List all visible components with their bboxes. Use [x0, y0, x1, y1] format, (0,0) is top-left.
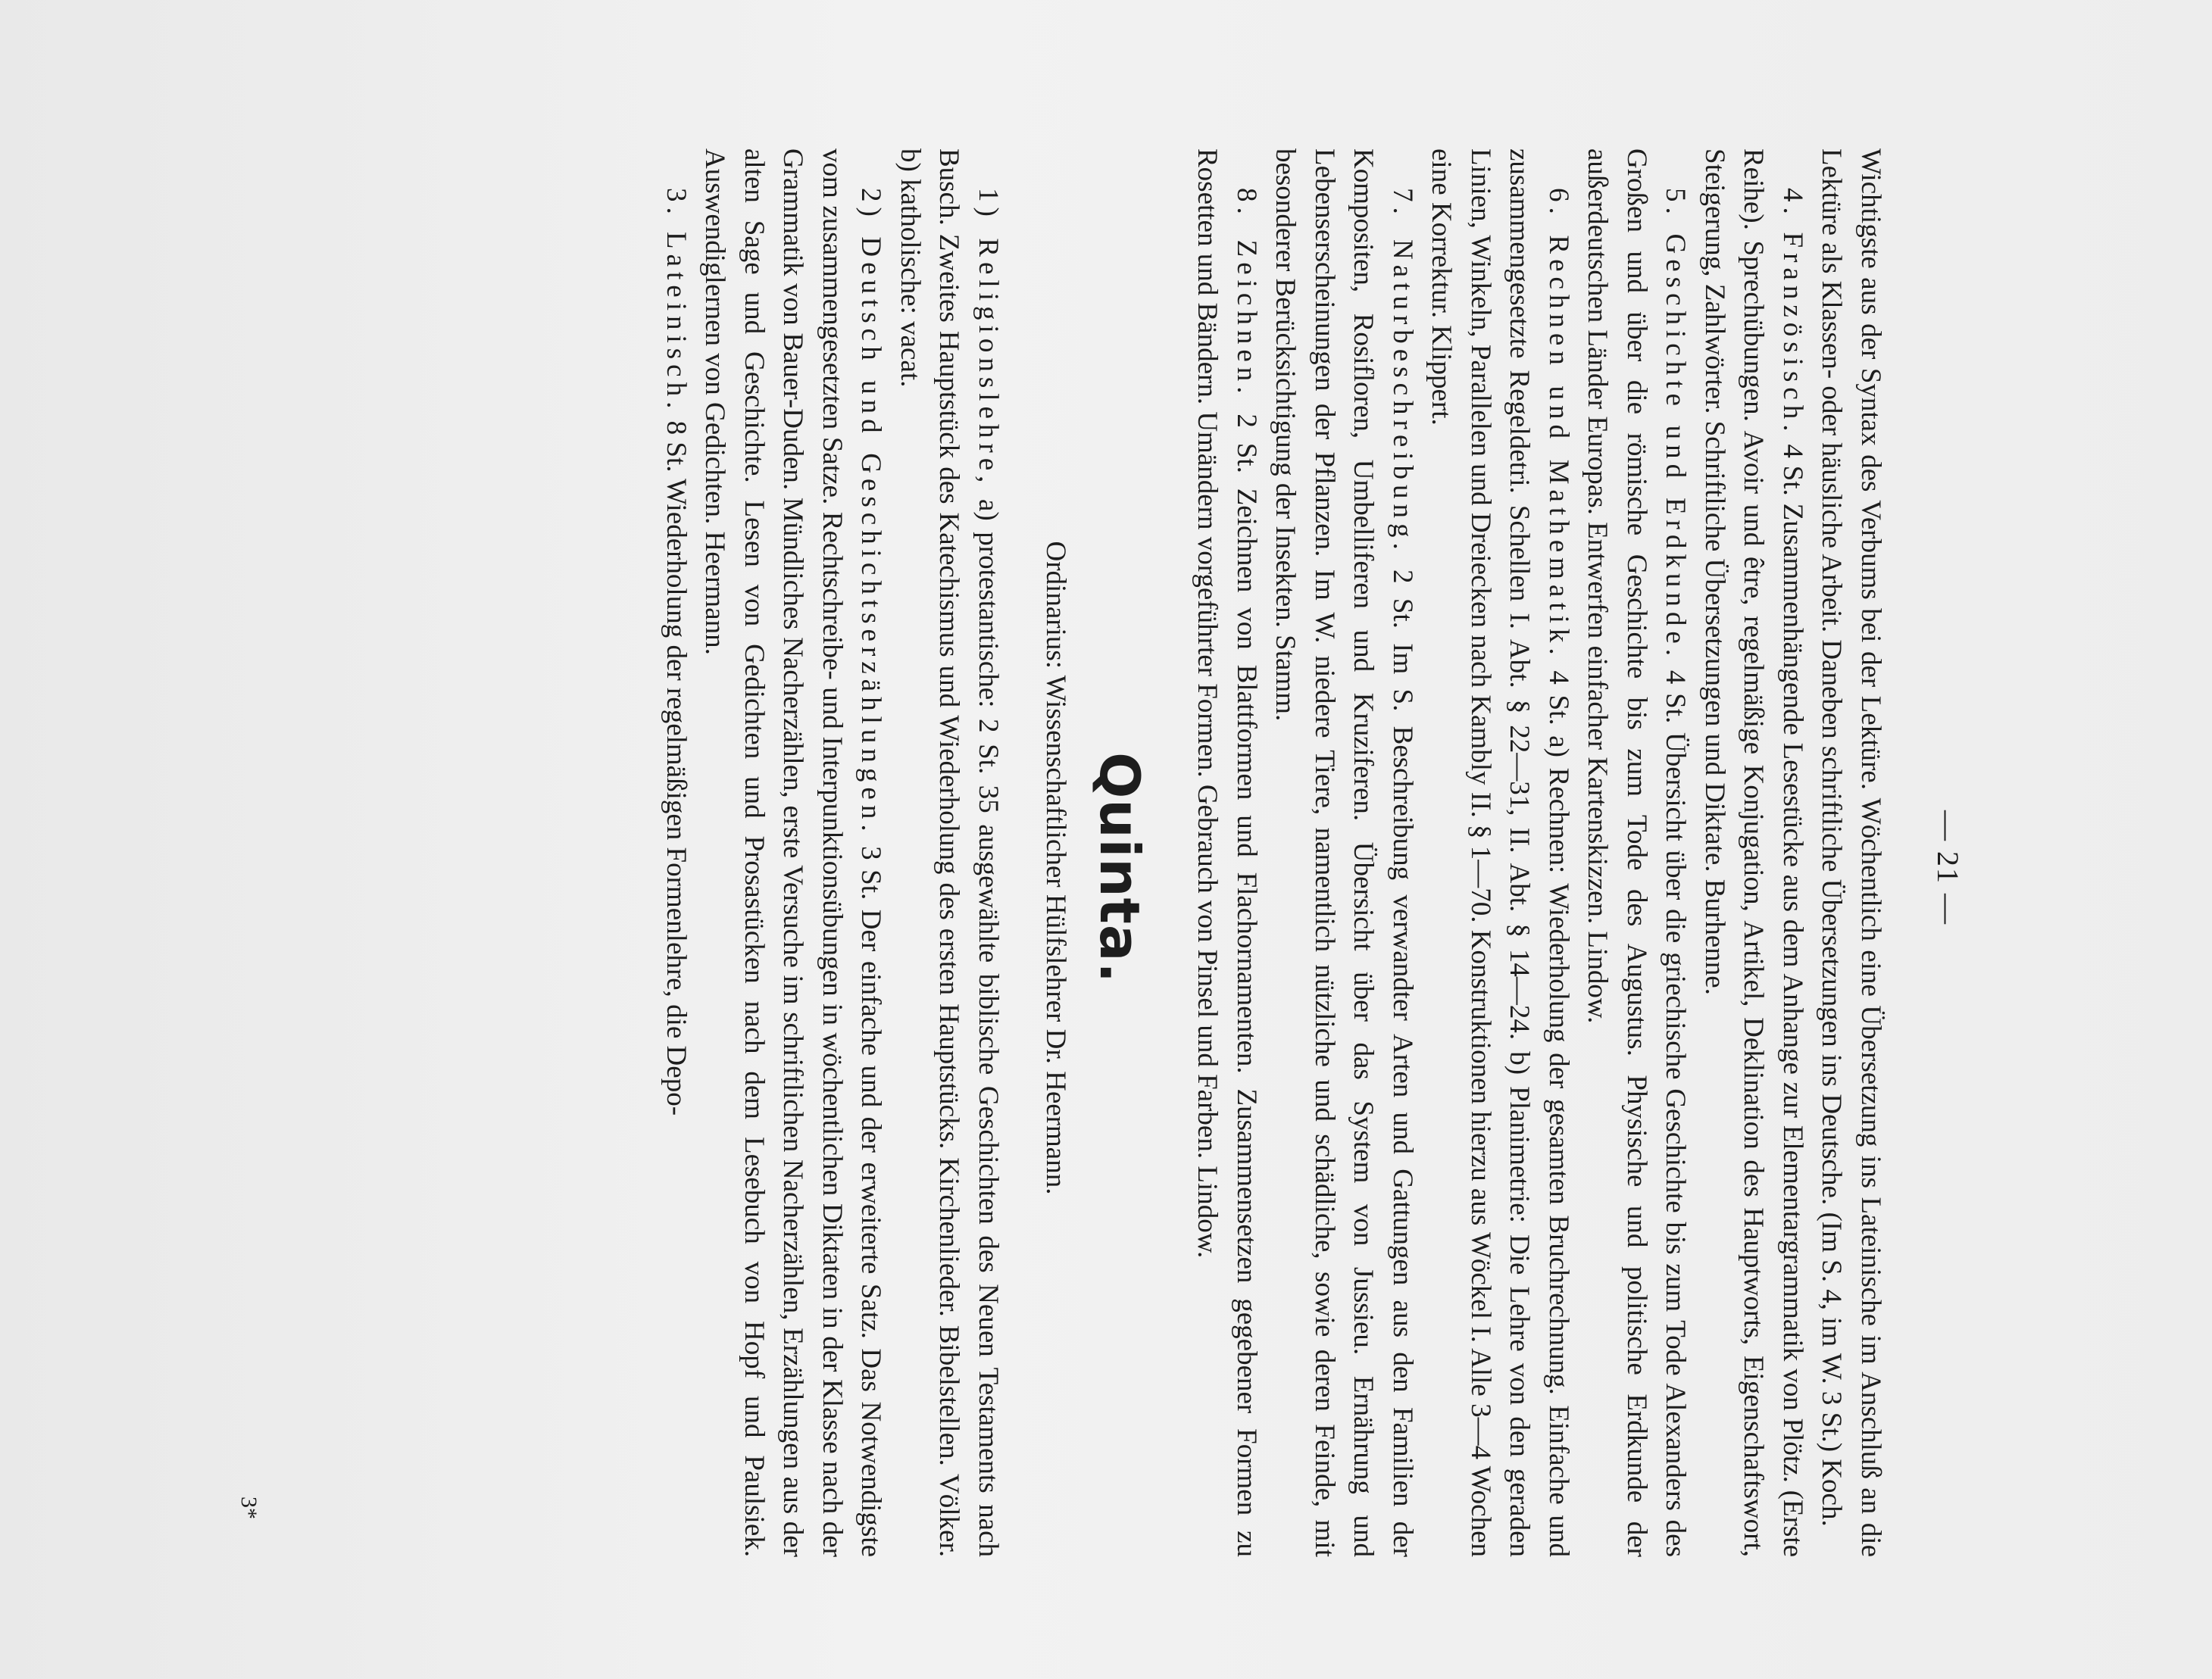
- paragraph-rechnen: 6. Rechnen und Mathematik. 4 St. a) Rechnen: Wiederholung der gesamten Bruchrechnung. Einfache und zusammengesetzte Regeldetri. Schellen I. Abt. § 22—31, II. Abt. § 14—24. b) Planimetrie: Die Lehre von den geraden Linien, Winkeln, Parallelen und Dreiecken nach Kambly II. § 1—70. Konstruktionen hierzu aus Wöckel I. Alle 3—4 Wochen eine Korrektur. Klippert.: [1426, 148, 1574, 1557]
- top-text-block: [1188, 148, 1890, 1557]
- subject-heading: 7. Naturbeschreibung.: [1387, 188, 1418, 555]
- paragraph-latin-continued: Wichtigste aus der Syntax des Verbums bei der Lektüre. Wöchentlich eine Übersetzung ins Lateinische im Anschluß an die Lektüre als Klassen- oder häusliche Arbeit. Daneben schriftliche Übersetzungen ins Deutsche. (Im S. 4, im W. 3 St.) Koch.: [1816, 148, 1886, 1557]
- subject-heading: 4. Französisch.: [1777, 188, 1808, 437]
- section-title: Quinta.: [1088, 752, 1151, 984]
- paragraph-deutsch: 2) Deutsch und Geschichtserzählungen. 3 St. Der einfache und der erweiterte Satz. Das Notwendigste vom zusammengesetzten Satze. Rechtschreibe- und Interpunktionsübungen in wöchentlichen Diktaten in der Klasse nach der Grammatik von Bauer-Duden. Mündliches Nacherzählen, erste Versuche im schriftlichen Nacherzählen, Erzählungen aus der alten Sage und Geschichte. Lesen von Gedichten und Prosastücken nach dem Lesebuch von Hopf und Paulsiek. Auswendiglernen von Gedichten. Heermann.: [699, 148, 887, 1558]
- paragraph-naturbeschreibung: 7. Naturbeschreibung. 2 St. Im S. Beschreibung verwandter Arten und Gattungen aus den Familien der Kompositen, Rosifloren, Umbelliferen und Kruziferen. Übersicht über das System von Jussieu. Ernährung und Lebenserscheinungen der Pflanzen. Im W. niedere Tiere, namentlich nützliche und schädliche, sowie deren Feinde, mit besonderer Berücksichtigung der Insekten. Stamm.: [1270, 148, 1418, 1557]
- paragraph-lateinisch: 3. Lateinisch. 8 St. Wiederholung der regelmäßigen Formenlehre, die Depo-: [661, 188, 692, 1116]
- paragraph-religionslehre: 1) Religionslehre, a) protestantische: 2 St. 35 ausgewählte biblische Geschichten des Neuen Testaments nach Busch. Zweites Hauptstück des Katechismus und Wiederholung des ersten Hauptstücks. Kirchenlieder. Bibelstellen. Völker. b) katholische: vacat.: [895, 148, 1004, 1557]
- signature-mark: 3*: [236, 1496, 261, 1519]
- subject-heading: 3. Lateinisch.: [661, 188, 692, 414]
- subject-heading: 1) Religionslehre,: [973, 188, 1004, 488]
- page-number: — 21 —: [1931, 810, 1965, 925]
- paragraph-geschichte: 5. Geschichte und Erdkunde. 4 St. Übersicht über die griechische Geschichte bis zum Tode Alexanders des Großen und über die römische Geschichte bis zum Tode des Augustus. Physische und politische Erdkunde der außerdeutschen Länder Europas. Entwerfen einfacher Kartenskizzen. Lindow.: [1582, 148, 1692, 1558]
- bottom-text-block: [657, 148, 1008, 1557]
- subject-heading: 5. Geschichte und Erdkunde.: [1660, 188, 1692, 662]
- paragraph-franzoesisch: 4. Französisch. 4 St. Zusammenhängende Lesestücke aus dem Anhange zur Elementargrammatik von Plötz. (Erste Reihe). Sprechübungen. Avoir und être, regelmäßige Konjugation, Artikel, Deklination des Hauptworts, Eigenschaftswort, Steigerung, Zahlwörter. Schriftliche Übersetzungen und Diktate. Burhenne.: [1699, 148, 1808, 1557]
- subject-heading: 8. Zeichnen.: [1231, 188, 1262, 399]
- paragraph-zeichnen: 8. Zeichnen. 2 St. Zeichnen von Blattformen und Flachornamenten. Zusammensetzen gegebener Formen zu Rosetten und Bändern. Umändern vorgeführter Formen. Gebrauch von Pinsel und Farben. Lindow.: [1192, 148, 1262, 1557]
- subject-heading: 6. Rechnen und Mathematik.: [1543, 188, 1574, 660]
- ordinarius-line: Ordinarius: Wissenschaftlicher Hülfslehrer Dr. Heermann.: [1040, 541, 1071, 1195]
- document-page: [223, 148, 1966, 1587]
- subject-heading: 2) Deutsch und Geschichtserzählungen.: [855, 188, 887, 837]
